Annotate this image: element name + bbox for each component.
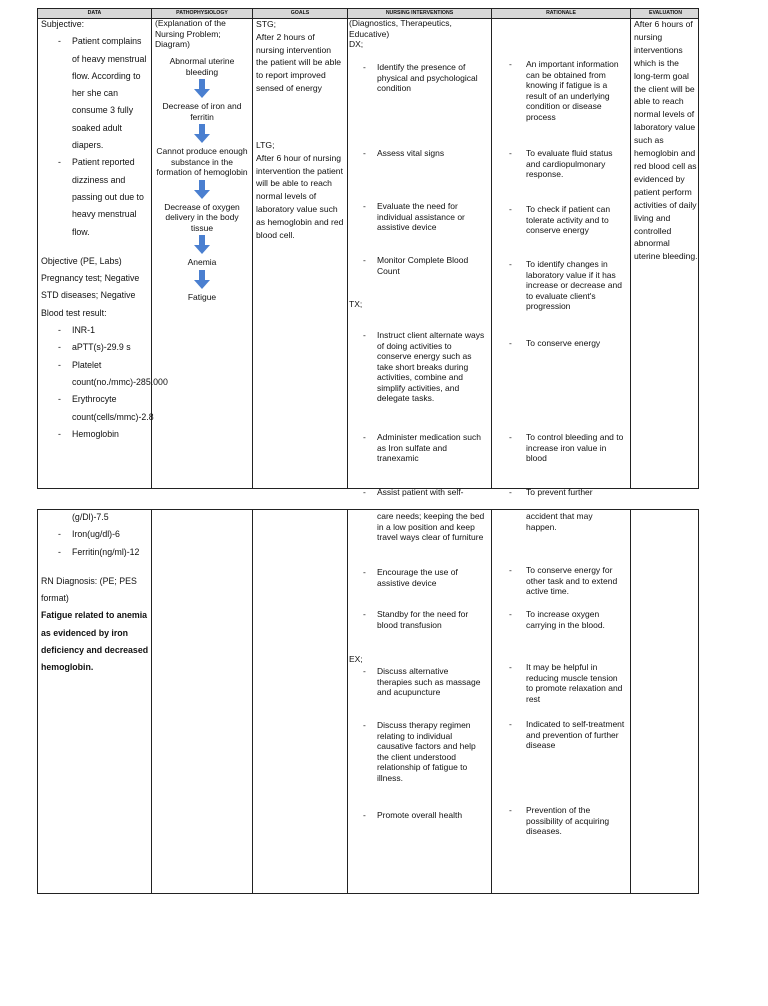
- rn-diagnosis-label: RN Diagnosis: (PE; PES format): [41, 575, 137, 604]
- down-arrow-icon: [194, 270, 210, 289]
- column-divider: [252, 510, 253, 893]
- blood-result: - Hemoglobin: [41, 426, 151, 443]
- rationale-item: - To evaluate fluid status and cardiopulmonary response.: [493, 148, 629, 180]
- column-divider: [491, 510, 492, 893]
- rationale-item: - To increase oxygen carrying in the blood.: [493, 609, 629, 630]
- hemoglobin-value: (g/Dl)-7.5: [72, 512, 109, 522]
- patho-step: Cannot produce enough substance in the formation of hemoglobin: [156, 146, 248, 177]
- objective-label: Objective (PE, Labs): [41, 255, 122, 266]
- patho-step: Abnormal uterine bleeding: [169, 56, 235, 77]
- down-arrow-icon: [194, 124, 210, 143]
- blood-result: - Platelet count(no./mmc)-285.000: [41, 357, 151, 392]
- patho-step: Decrease of iron and ferritin: [162, 101, 242, 122]
- interventions-intro: (Diagnostics, Therapeutics, Educative): [349, 18, 452, 39]
- subjective-item: - Patient complains of heavy menstrual flow. According to her she can consume 3 fully soaked adult diapers.: [41, 33, 151, 154]
- intervention-item: - Instruct client alternate ways of doing activities to conserve energy such as take short breaks during activities, combine and simplify activities, and delegate tasks.: [349, 330, 489, 404]
- patho-step: Decrease of oxygen delivery in the body tissue: [164, 201, 240, 233]
- intervention-item: - Discuss therapy regimen relating to individual causative factors and help the client understood relationship of fatigue to illness.: [349, 720, 489, 783]
- patho-column: [155, 18, 249, 50]
- patho-step: Anemia: [187, 257, 217, 267]
- rationale-item: - To conserve energy: [493, 338, 629, 349]
- header-pathophysiology: PATHOPHYSIOLOGY: [176, 10, 228, 16]
- header-goals: GOALS: [290, 10, 310, 16]
- rationale-item: - It may be helpful in reducing muscle tension to promote relaxation and rest: [493, 662, 629, 704]
- column-divider: [630, 9, 631, 488]
- down-arrow-icon: [194, 180, 210, 199]
- blood-result: - aPTT(s)-29.9 s: [41, 339, 151, 356]
- rationale-item: - To control bleeding and to increase iron value in blood: [493, 432, 629, 464]
- intervention-item: care needs; keeping the bed in a low position and keep travel ways clear of furniture: [377, 511, 485, 542]
- goals-ltg: [256, 139, 345, 241]
- tx-label: TX;: [349, 299, 363, 309]
- rationale-item: - To conserve energy for other task and to extend active time.: [493, 565, 629, 597]
- subjective-label: Subjective:: [41, 19, 85, 29]
- intervention-item: - Assess vital signs: [349, 148, 489, 159]
- header-data: DATA: [87, 10, 102, 16]
- down-arrow-icon: [194, 235, 210, 254]
- intervention-item: - Standby for the need for blood transfusion: [349, 609, 489, 630]
- intervention-item: - Promote overall health: [349, 810, 489, 821]
- dx-label: DX;: [349, 39, 364, 49]
- care-plan-table-page-1: [37, 8, 699, 497]
- intervention-item: - Identify the presence of physical and psychological condition: [349, 62, 489, 94]
- rationale-item: - To prevent further: [493, 487, 629, 498]
- intervention-item: - Encourage the use of assistive device: [349, 567, 489, 588]
- rationale-item: - To identify changes in laboratory value if it has increase or decrease and to evaluate client's progression: [493, 259, 629, 312]
- patho-intro: (Explanation of the Nursing Problem; Diagram): [155, 18, 226, 49]
- down-arrow-icon: [194, 79, 210, 98]
- rationale-item: accident that may happen.: [526, 511, 593, 532]
- stg-text: After 2 hours of nursing intervention the patient will be able to report improved sensed of energy: [256, 31, 342, 93]
- rationale-column-continued: [493, 510, 629, 890]
- interventions-column: [349, 18, 489, 497]
- rationale-item: - Indicated to self-treatment and prevention of further disease: [493, 719, 629, 751]
- rationale-item: - An important information can be obtained from knowing if fatigue is a result of an underlying condition or disease process: [493, 59, 629, 122]
- blood-result: - Ferritin(ng/ml)-12: [41, 544, 151, 561]
- evaluation-column: [634, 18, 698, 263]
- column-divider: [491, 9, 492, 488]
- header-evaluation: EVALUATION: [649, 10, 682, 16]
- evaluation-text: After 6 hours of nursing interventions which is the long-term goal the client will be able to reach normal levels of laboratory value such as hemoglobin and red blood cell as evidenced by patient perform activities of daily living and controlled abnormal uterine bleeding.: [634, 19, 698, 262]
- ltg-text: After 6 hour of nursing intervention the patient will be able to reach normal levels of laboratory value such as hemoglobin and red blood cell.: [256, 152, 344, 240]
- data-column-continued: [41, 509, 151, 677]
- interventions-column-continued: [349, 510, 489, 890]
- intervention-item: - Monitor Complete Blood Count: [349, 255, 489, 276]
- blood-result: - Erythrocyte count(cells/mmc)-2.8: [41, 391, 151, 426]
- column-divider: [347, 510, 348, 893]
- patho-step: Fatigue: [187, 291, 217, 302]
- rationale-column: [493, 18, 629, 497]
- care-plan-table-page-2: [37, 509, 699, 894]
- nursing-diagnosis: Fatigue related to anemia as evidenced by iron deficiency and decreased hemoglobin.: [41, 610, 149, 673]
- std-test: STD diseases; Negative: [41, 290, 136, 301]
- pregnancy-test: Pregnancy test; Negative: [41, 273, 140, 284]
- column-divider: [630, 510, 631, 893]
- rationale-item: - To check if patient can tolerate activity and to conserve energy: [493, 204, 629, 236]
- blood-result: - Iron(ug/dl)-6: [41, 526, 151, 543]
- data-column: [41, 16, 168, 443]
- ltg-label: LTG;: [256, 140, 275, 150]
- column-divider: [347, 9, 348, 488]
- header-nursing-interventions: NURSING INTERVENTIONS: [385, 10, 454, 16]
- intervention-item: - Evaluate the need for individual assistance or assistive device: [349, 201, 489, 233]
- subjective-item: - Patient reported dizziness and passing out due to heavy menstrual flow.: [41, 154, 151, 240]
- blood-test-label: Blood test result:: [41, 307, 107, 318]
- intervention-item: - Assist patient with self-: [349, 487, 489, 498]
- rationale-item: - Prevention of the possibility of acquiring diseases.: [493, 805, 629, 837]
- patho-diagram: [154, 56, 250, 302]
- column-divider: [151, 510, 152, 893]
- stg-label: STG;: [256, 19, 277, 29]
- header-rationale: RATIONALE: [546, 10, 576, 16]
- intervention-item: - Discuss alternative therapies such as massage and acupuncture: [349, 666, 489, 698]
- column-divider: [252, 9, 253, 488]
- blood-result: - INR-1: [41, 322, 151, 339]
- ex-label: EX;: [349, 654, 363, 664]
- goals-column: [256, 18, 345, 95]
- intervention-item: - Administer medication such as Iron sulfate and tranexamic: [349, 432, 489, 464]
